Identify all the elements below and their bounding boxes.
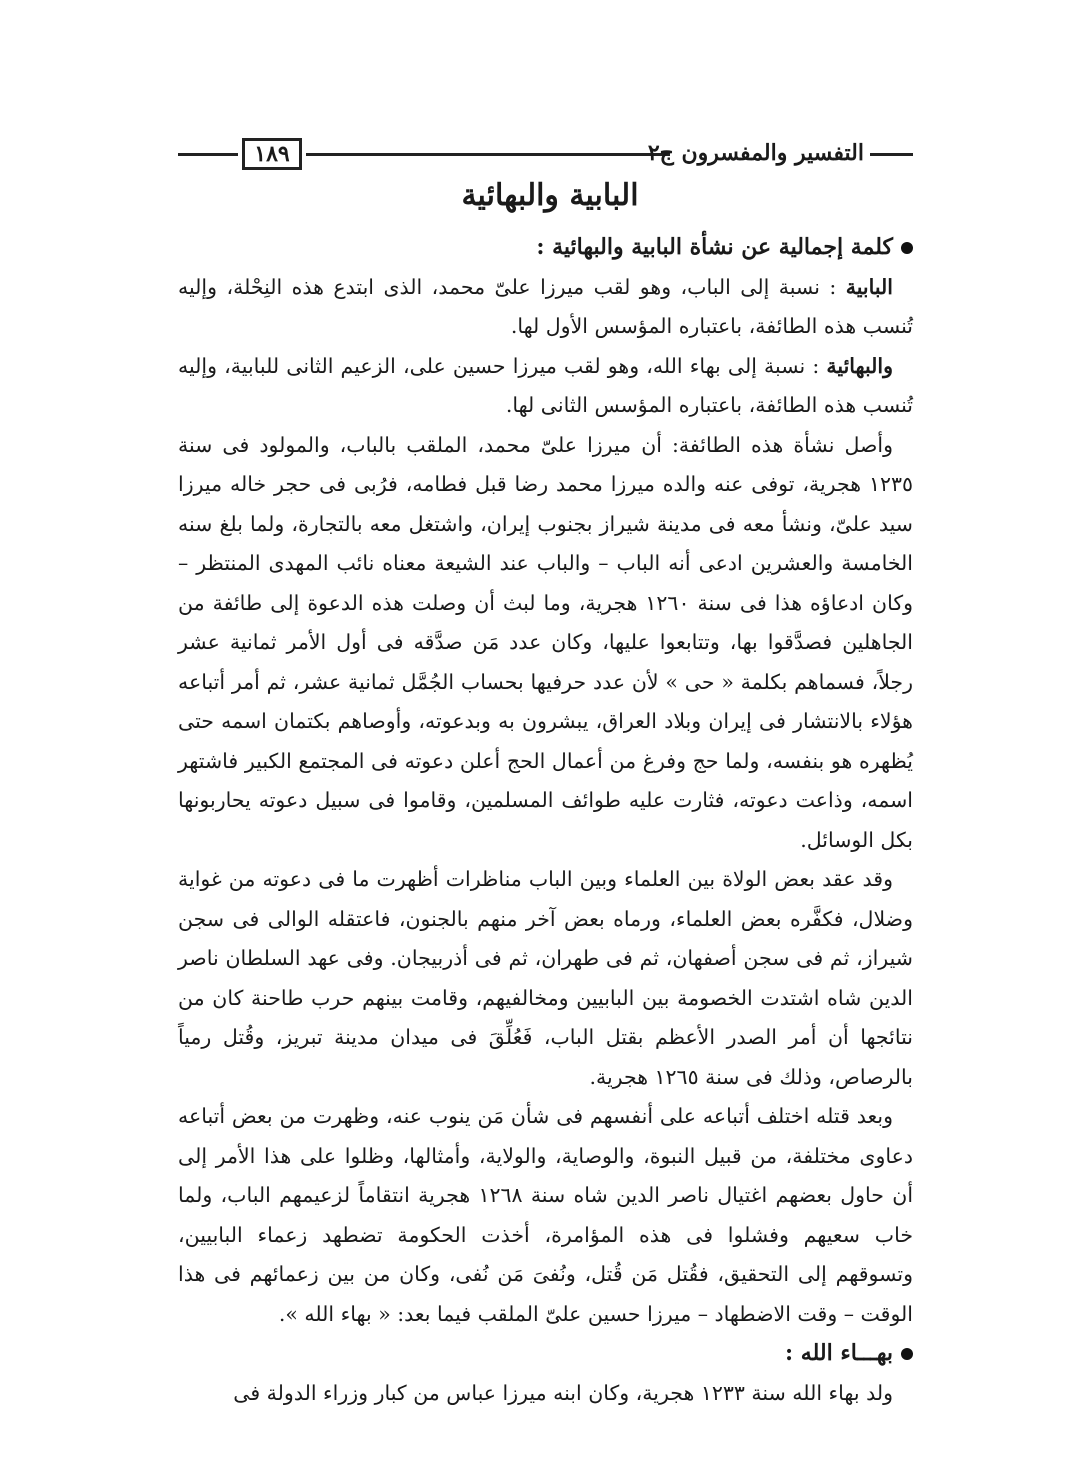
bahaiya-term: والبهائية [826,353,893,378]
page-number: ١٨٩ [242,138,302,170]
bahaiya-text: : نسبة إلى بهاء الله، وهو لقب ميرزا حسين على، الزعيم الثانى للبابية، وإليه تُنسب هذه الطائفة، باعتباره المؤسس الثانى لها. [178,353,913,417]
babiya-term: البابية [845,274,893,299]
header-rule-middle [306,153,670,156]
paragraph-after-death: وبعد قتله اختلف أتباعه على أنفسهم فى شأن مَن ينوب عنه، وظهرت من بعض أتباعه دعاوى مختلفة، من قبيل النبوة، والوصاية، والولاية، وأمثالها، وظلوا على هذا الأمر إلى أن حاول بعضهم اغتيال ناصر الدين شاه سنة ١٢٦٨ هجرية انتقاماً لزعيمهم الباب، ولما خاب سعيهم وفشلوا فى هذه المؤامرة، أخذت الحكومة تضطهد زعماء البابيين، وتسوقهم إلى التحقيق، فقُتل مَن قُتل، ونُفىَ مَن نُفى، وكان من بين زعمائهم فى هذا الوقت – وقت الاضطهاد – ميرزا حسين علىّ الملقب فيما بعد: « بهاء الله ». [178,1104,914,1326]
babiya-definition [178,268,913,347]
babiya-text: : نسبة إلى الباب، وهو لقب ميرزا علىّ محمد، الذى ابتدع هذه النِحْلة، وإليه تُنسب هذه الطائفة، باعتباره المؤسس الأول لها. [178,274,913,338]
header-rule-right [870,153,913,156]
page-title: البابية والبهائية [461,178,639,213]
bullet-icon [901,1348,913,1360]
running-header [178,138,913,178]
overview-heading [178,228,913,268]
bahaullah-heading-text: بهـــاء الله : [785,1340,893,1366]
bahaullah-heading [178,1334,913,1374]
overview-heading-text: كلمة إجمالية عن نشأة البابية والبهائية : [536,234,893,260]
bullet-icon [901,242,913,254]
header-rule-left [178,153,238,156]
paragraph-bahaullah: ولد بهاء الله سنة ١٢٣٣ هجرية، وكان ابنه ميرزا عباس من كبار وزراء الدولة فى [233,1380,893,1405]
bahaiya-definition [178,347,913,426]
running-title: التفسير والمفسرون ج٢ [647,140,864,166]
paragraph-debates: وقد عقد بعض الولاة بين العلماء وبين الباب مناظرات أظهرت ما فى دعوته من غواية وضلال، فكفَّره بعض العلماء، ورماه بعض آخر منهم بالجنون، فاعتقله الوالى فى سجن شيراز، ثم فى سجن أصفهان، ثم فى طهران، ثم فى أذربيجان. وفى عهد السلطان ناصر الدين شاه اشتدت الخصومة بين البابيين ومخالفيهم، وقامت بينهم حرب طاحنة كان من نتائجها أن أمر الصدر الأعظم بقتل الباب، فَعُلِّقَ فى ميدان مدينة تبريز، وقُتل رمياً بالرصاص، وذلك فى سنة ١٢٦٥ هجرية. [178,867,913,1089]
body-text [178,228,913,1413]
paragraph-origin: وأصل نشأة هذه الطائفة: أن ميرزا علىّ محمد، الملقب بالباب، والمولود فى سنة ١٢٣٥ هجرية، توفى عنه والده ميرزا محمد رضا قبل فطامه، فرُبى فى حجر خاله ميرزا سيد علىّ، ونشأ معه فى مدينة شيراز بجنوب إيران، واشتغل معه بالتجارة، ولما بلغ سنه الخامسة والعشرين ادعى أنه الباب – والباب عند الشيعة معناه نائب المهدى المنتظر – وكان ادعاؤه هذا فى سنة ١٢٦٠ هجرية، وما لبث أن وصلت هذه الدعوة إلى طائفة من الجاهلين فصدَّقوا بها، وتتابعوا عليها، وكان عدد مَن صدَّقه فى أول الأمر ثمانية عشر رجلاً، فسماهم بكلمة « حى » لأن عدد حرفيها بحساب الجُمَّل ثمانية عشر، ثم أمر أتباعه هؤلاء بالانتشار فى إيران وبلاد العراق، يبشرون به وبدعوته، وأوصاهم بكتمان اسمه حتى يُظهره هو بنفسه، ولما حج وفرغ من أعمال الحج أعلن دعوته فى المجتمع الكبير فاشتهر اسمه، وذاعت دعوته، فثارت عليه طوائف المسلمين، وقاموا فى سبيل دعوته يحاربونها بكل الوسائل. [178,432,913,852]
